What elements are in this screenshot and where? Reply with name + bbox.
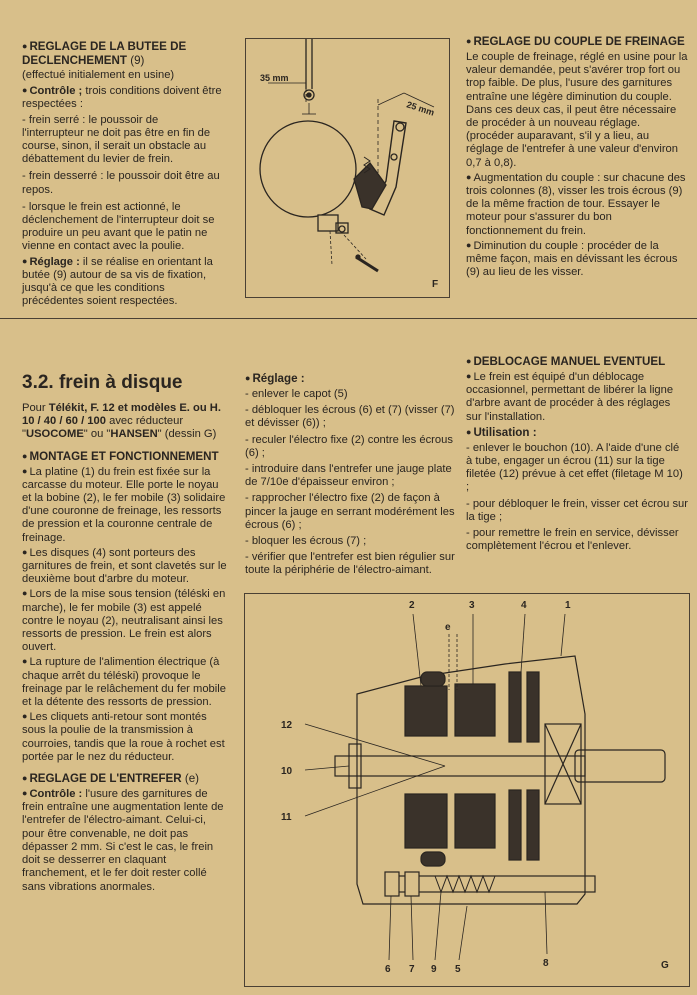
reglage-text: il se réalise en orientant la butée (9) autour de sa vis de fixation, jusqu'à ce que les conditions précédentes soient respectées.	[22, 255, 213, 308]
reglage-step-6: - bloquer les écrous (7) ;	[245, 535, 367, 548]
butee-heading: REGLAGE DE LA BUTEE DE DECLENCHEMENT	[22, 40, 187, 67]
reglage-step-3: - reculer l'électro fixe (2) contre les écrous (6) ;	[245, 433, 453, 459]
controle-text: trois conditions doivent être respectées :	[22, 85, 222, 111]
deblocage-heading: DEBLOCAGE MANUEL EVENTUEL	[473, 355, 666, 368]
couple-diminution: ● Diminution du couple : procéder de la même façon, mais en dévissant les écrous (9) au lieu de les visser.	[466, 240, 688, 280]
reglage-step-4: - introduire dans l'entrefer une jauge plate de 7/10e d'épaisseur environ ;	[245, 463, 452, 489]
butee-subtitle: (effectué initialement en usine)	[22, 69, 175, 81]
intro-pre: Pour	[22, 402, 46, 414]
montage-heading: MONTAGE ET FONCTIONNEMENT	[29, 449, 219, 463]
section-divider	[0, 318, 697, 319]
utilisation-1: - enlever le bouchon (10). A l'aide d'une clé à tube, engager un écrou (11) sur la tige filetée (12) prévue à cet effet (filetage M 10) ;	[466, 441, 683, 494]
montage-p2: ● Les disques (4) sont porteurs des garnitures de frein, et sont clavetés sur le deuxième bout d'arbre du moteur.	[22, 547, 227, 587]
intro-mid: avec réducteur "	[22, 415, 184, 441]
butee-section	[22, 40, 222, 310]
disque-section	[22, 372, 227, 896]
entrefer-text: l'usure des garnitures de frein entraîne une augmentation lente de l'entrefer de l'électro-aimant. Celui-ci, pour être convenable, ne doit pas dépasser 2 mm. Si c'est le cas, le frein doit se desserrer en claquant franchement, et le fer doit rester collé sans vibrations anormales.	[22, 788, 224, 893]
section-title: 3.2. frein à disque	[22, 372, 183, 393]
figure-g-num-7: 7	[409, 964, 415, 975]
entrefer-controle-label: ● Contrôle :	[22, 788, 82, 800]
intro-hansen: HANSEN	[110, 428, 158, 441]
couple-text: Le couple de freinage, réglé en usine pour la valeur demandée, peut s'avérer trop fort ou trop faible. De plus, l'usure des garnitures entraîne une légère diminution du couple. Dans ces deux cas, il peut être nécessaire de procéder à un nouveau réglage. (procéder auparavant, s'il y a lieu, au réglage de l'entrefer à une valeur d'environ 0,7 à 0,8).	[466, 51, 688, 169]
butee-heading-ref: (9)	[130, 54, 145, 67]
condition-1: - frein serré : le poussoir de l'interrupteur ne doit pas être en fin de course, sinon, il serait un obstacle au débattement du levier de frein.	[22, 113, 211, 166]
utilisation-2: - pour débloquer le frein, visser cet écrou sur la tige ;	[466, 497, 688, 523]
figure-g-num-3: 3	[469, 600, 475, 611]
figure-g-num-6: 6	[385, 964, 391, 975]
reglage-label: ● Réglage :	[22, 256, 80, 268]
montage-p4: ● La rupture de l'alimention électrique (à chaque arrêt du téléski) provoque le freinage par le relâchement du fer mobile et la détente des ressorts de pression.	[22, 656, 227, 709]
entrefer-heading-ref: (e)	[184, 772, 200, 786]
figure-g-num-10: 10	[281, 766, 293, 777]
intro-end: " (dessin G)	[157, 428, 217, 441]
reglage-section	[245, 372, 455, 580]
figure-g-num-5: 5	[455, 964, 461, 975]
entrefer-heading: REGLAGE DE L'ENTREFER	[29, 772, 182, 786]
figure-f-label: F	[432, 279, 439, 290]
figure-f-dim-25: 25 mm	[405, 99, 436, 118]
condition-2: - frein desserré : le poussoir doit être au repos.	[22, 170, 220, 196]
figure-g	[244, 593, 690, 987]
reglage-step-7: - vérifier que l'entrefer est bien régulier sur toute la périphérie de l'électro-aimant.	[245, 551, 455, 577]
montage-p5: ● Les cliquets anti-retour sont montés sous la poulie de la transmission à courroies, tandis que la roue à rochet est portée par le nez du réducteur.	[22, 711, 227, 764]
couple-section	[466, 35, 688, 281]
figure-f-dim-35: 35 mm	[260, 73, 289, 83]
controle-label: ● Contrôle ;	[22, 85, 82, 97]
figure-f-drawing	[246, 39, 449, 297]
figure-g-drawing	[245, 594, 689, 986]
reglage-step-1: - enlever le capot (5)	[245, 388, 348, 400]
figure-g-e: e	[445, 622, 451, 633]
figure-f	[245, 38, 450, 298]
intro-models: Télékit, F. 12 et modèles E. ou H. 10 / 40 / 60 / 100	[22, 402, 221, 428]
deblocage-section	[466, 355, 688, 555]
intro-ou: " ou "	[83, 428, 111, 441]
reglage-step-5: - rapprocher l'électro fixe (2) de façon à pincer la jauge en serrant modérément les écrous (6) ;	[245, 492, 455, 531]
intro-usocome: USOCOME	[25, 428, 84, 441]
figure-g-num-9: 9	[431, 964, 437, 975]
reglage2-heading: Réglage :	[252, 372, 305, 385]
couple-heading: REGLAGE DU COUPLE DE FREINAGE	[473, 35, 685, 48]
figure-g-num-1: 1	[565, 600, 571, 611]
figure-g-num-8: 8	[543, 958, 549, 969]
figure-g-label: G	[661, 960, 669, 971]
condition-3: - lorsque le frein est actionné, le déclenchement de l'interrupteur doit se produire un peu avant que le patin ne vienne en contact avec la poulie.	[22, 200, 215, 253]
reglage-step-2: - débloquer les écrous (6) et (7) (visser (7) et dévisser (6)) ;	[245, 404, 455, 430]
couple-augmentation: ● Augmentation du couple : sur chacune des trois colonnes (8), visser les trois écrous (9) de la même fraction de tour. Essayer le moteur pour s'assurer du bon fonctionnement du frein.	[466, 172, 688, 238]
figure-g-num-11: 11	[281, 812, 292, 823]
deblocage-p1: ● Le frein est équipé d'un déblocage occasionnel, permettant de libérer la ligne d'arbre avant de procéder à des réglages sur l'installation.	[466, 371, 688, 424]
figure-g-num-4: 4	[521, 600, 527, 611]
utilisation-3: - pour remettre le frein en service, dévisser complètement l'écrou et l'enlever.	[466, 527, 679, 553]
figure-g-num-2: 2	[409, 600, 415, 611]
montage-p3: ● Lors de la mise sous tension (téléski en marche), le fer mobile (3) est appelé contre le noyau (2), neutralisant ainsi les ressorts de pression. Le frein est alors ouvert.	[22, 588, 227, 654]
utilisation-label: ● Utilisation :	[466, 426, 688, 440]
figure-g-num-12: 12	[281, 720, 293, 731]
montage-p1: ● La platine (1) du frein est fixée sur la carcasse du moteur. Elle porte le noyau et la bobine (2), le fer mobile (3) solidaire d'une couronne de freinage, les ressorts de pression et la couronne centrale de freinage.	[22, 466, 227, 545]
